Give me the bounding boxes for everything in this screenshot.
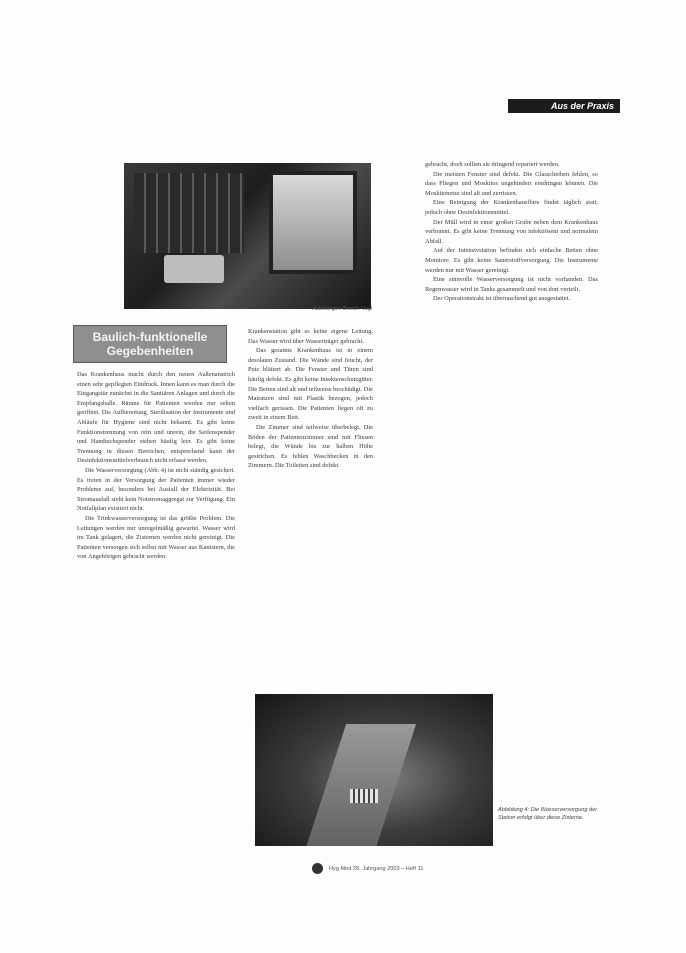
bottom-photo bbox=[255, 694, 493, 846]
photo-grate bbox=[350, 789, 378, 803]
paragraph: Der Müll wird in einer großen Grube neben dem Krankenhaus verbrannt. Es gibt keine Trennung von infektiösem und normalem Abfall. bbox=[425, 218, 598, 245]
text-column-3 bbox=[425, 160, 598, 304]
paragraph: gebracht, doch sollten sie dringend repariert werden. bbox=[425, 161, 560, 168]
photo-sink bbox=[164, 255, 224, 283]
paragraph: Die meisten Fenster sind defekt. Die Glasscheiben fehlen, so dass Fliegen und Moskitos ungehindert eindringen können. Die Moskitonetze sind alt und zerrissen. bbox=[425, 170, 598, 197]
paragraph: Das Krankenhaus macht durch den neuen Außenanstrich einen sehr gepflegten Eindruck. Innen kann es man durch die Eingangstür zunächst in die Sanitären Anlagen und durch die Empfangshalle. Räume für Patienten werden nur selten geöffnet. Die Aufbereitung, Sterilisation der Instrumente und Abläufe für Hygiene sind nicht bekannt. Es gibt keine Funktionstrennung von rein und unrein, die Seifenspender und Handtuchspender stehen häufig leer. Es gibt keine Trennung in diesen Bereichen, entsprechend kann der Desinfektionsmittelverbrauch nicht erfasst werden. bbox=[77, 371, 235, 465]
paragraph: Das gesamte Krankenhaus ist in einem desolaten Zustand. Die Wände sind feucht, der Putz blättert ab. Die Fenster und Türen sind häufig defekt. Es gibt keine Insektenschutzgitter. Die Betten sind alt und teilweise beschädigt. Die Matratzen sind mit Plastik bezogen, jedoch vielfach gerissen. Die Patienten liegen oft zu zweit in einem Bett. bbox=[248, 347, 373, 422]
section-headline bbox=[73, 325, 227, 363]
paragraph: Der Operationstrakt ist überraschend gut ausgestattet. bbox=[433, 295, 570, 303]
section-tag: Aus der Praxis bbox=[508, 99, 620, 113]
headline-line2: Gegebenheiten bbox=[106, 344, 194, 358]
photo-path bbox=[304, 724, 416, 846]
paragraph: Eine Reinigung der Krankenhausflure findet täglich statt, jedoch ohne Desinfektionsmittel. bbox=[425, 199, 598, 216]
headline-line1: Baulich-funktionelle bbox=[92, 330, 208, 344]
photo-window bbox=[269, 171, 357, 274]
paragraph: Die Zimmer sind teilweise überbelegt. Die Böden der Patientenzimmer sind mit Fliesen belegt, die Wände bis zur halben Höhe gestrichen. Es fehlen Waschbecken in den Zimmern. Die Toiletten sind defekt. bbox=[248, 423, 373, 470]
text-column-1 bbox=[77, 370, 235, 562]
bottom-photo-caption: Abbildung 4: Die Wasserversorgung der Station erfolgt über diese Zisterne. bbox=[498, 807, 598, 821]
paragraph: Eine sinnvolle Wasserversorgung ist nicht vorhanden. Das Regenwasser wird in Tanks gesammelt und von dort verteilt. bbox=[425, 276, 598, 293]
paragraph: Auf der Intensivstation befinden sich einfache Betten ohne Monitore. Es gibt keine Sauerstoffversorgung. Die Instrumente werden nur mit Wasser gereinigt. bbox=[425, 247, 598, 274]
paragraph: Die Trinkwasserversorgung ist das größte Problem. Die Leitungen werden nur unregelmäßig gewartet. Wasser wird im Tank gelagert, die Zisternen werden nicht gereinigt. Die Patienten versorgen sich selbst mit Wasser aus Kanistern, die von Angehörigen gebracht werden. bbox=[77, 514, 235, 561]
text-column-2 bbox=[248, 327, 373, 471]
footer-text: Hyg Med 28. Jahrgang 2003 – Heft 11 bbox=[329, 865, 424, 872]
paragraph: Die Wasserversorgung (Abb. 4) ist nicht ständig gesichert. Es treten in der Versorgung der Patienten immer wieder Probleme auf, besonders bei Ausfall der Elektrizität. Bei Stromausfall steht kein Notstromaggregat zur Verfügung. Ein Notfallplan existiert nicht. bbox=[77, 466, 235, 513]
journal-logo-icon bbox=[312, 863, 323, 874]
top-photo bbox=[124, 163, 371, 309]
top-photo-caption: Abbildungen: Brandt / Vogt bbox=[312, 306, 372, 312]
photo-cabinet bbox=[134, 173, 244, 253]
paragraph: Krankenstation gibt es keine eigene Leitung. Das Wasser wird über Wasserträger gebracht. bbox=[248, 328, 373, 345]
page-footer bbox=[312, 863, 442, 874]
